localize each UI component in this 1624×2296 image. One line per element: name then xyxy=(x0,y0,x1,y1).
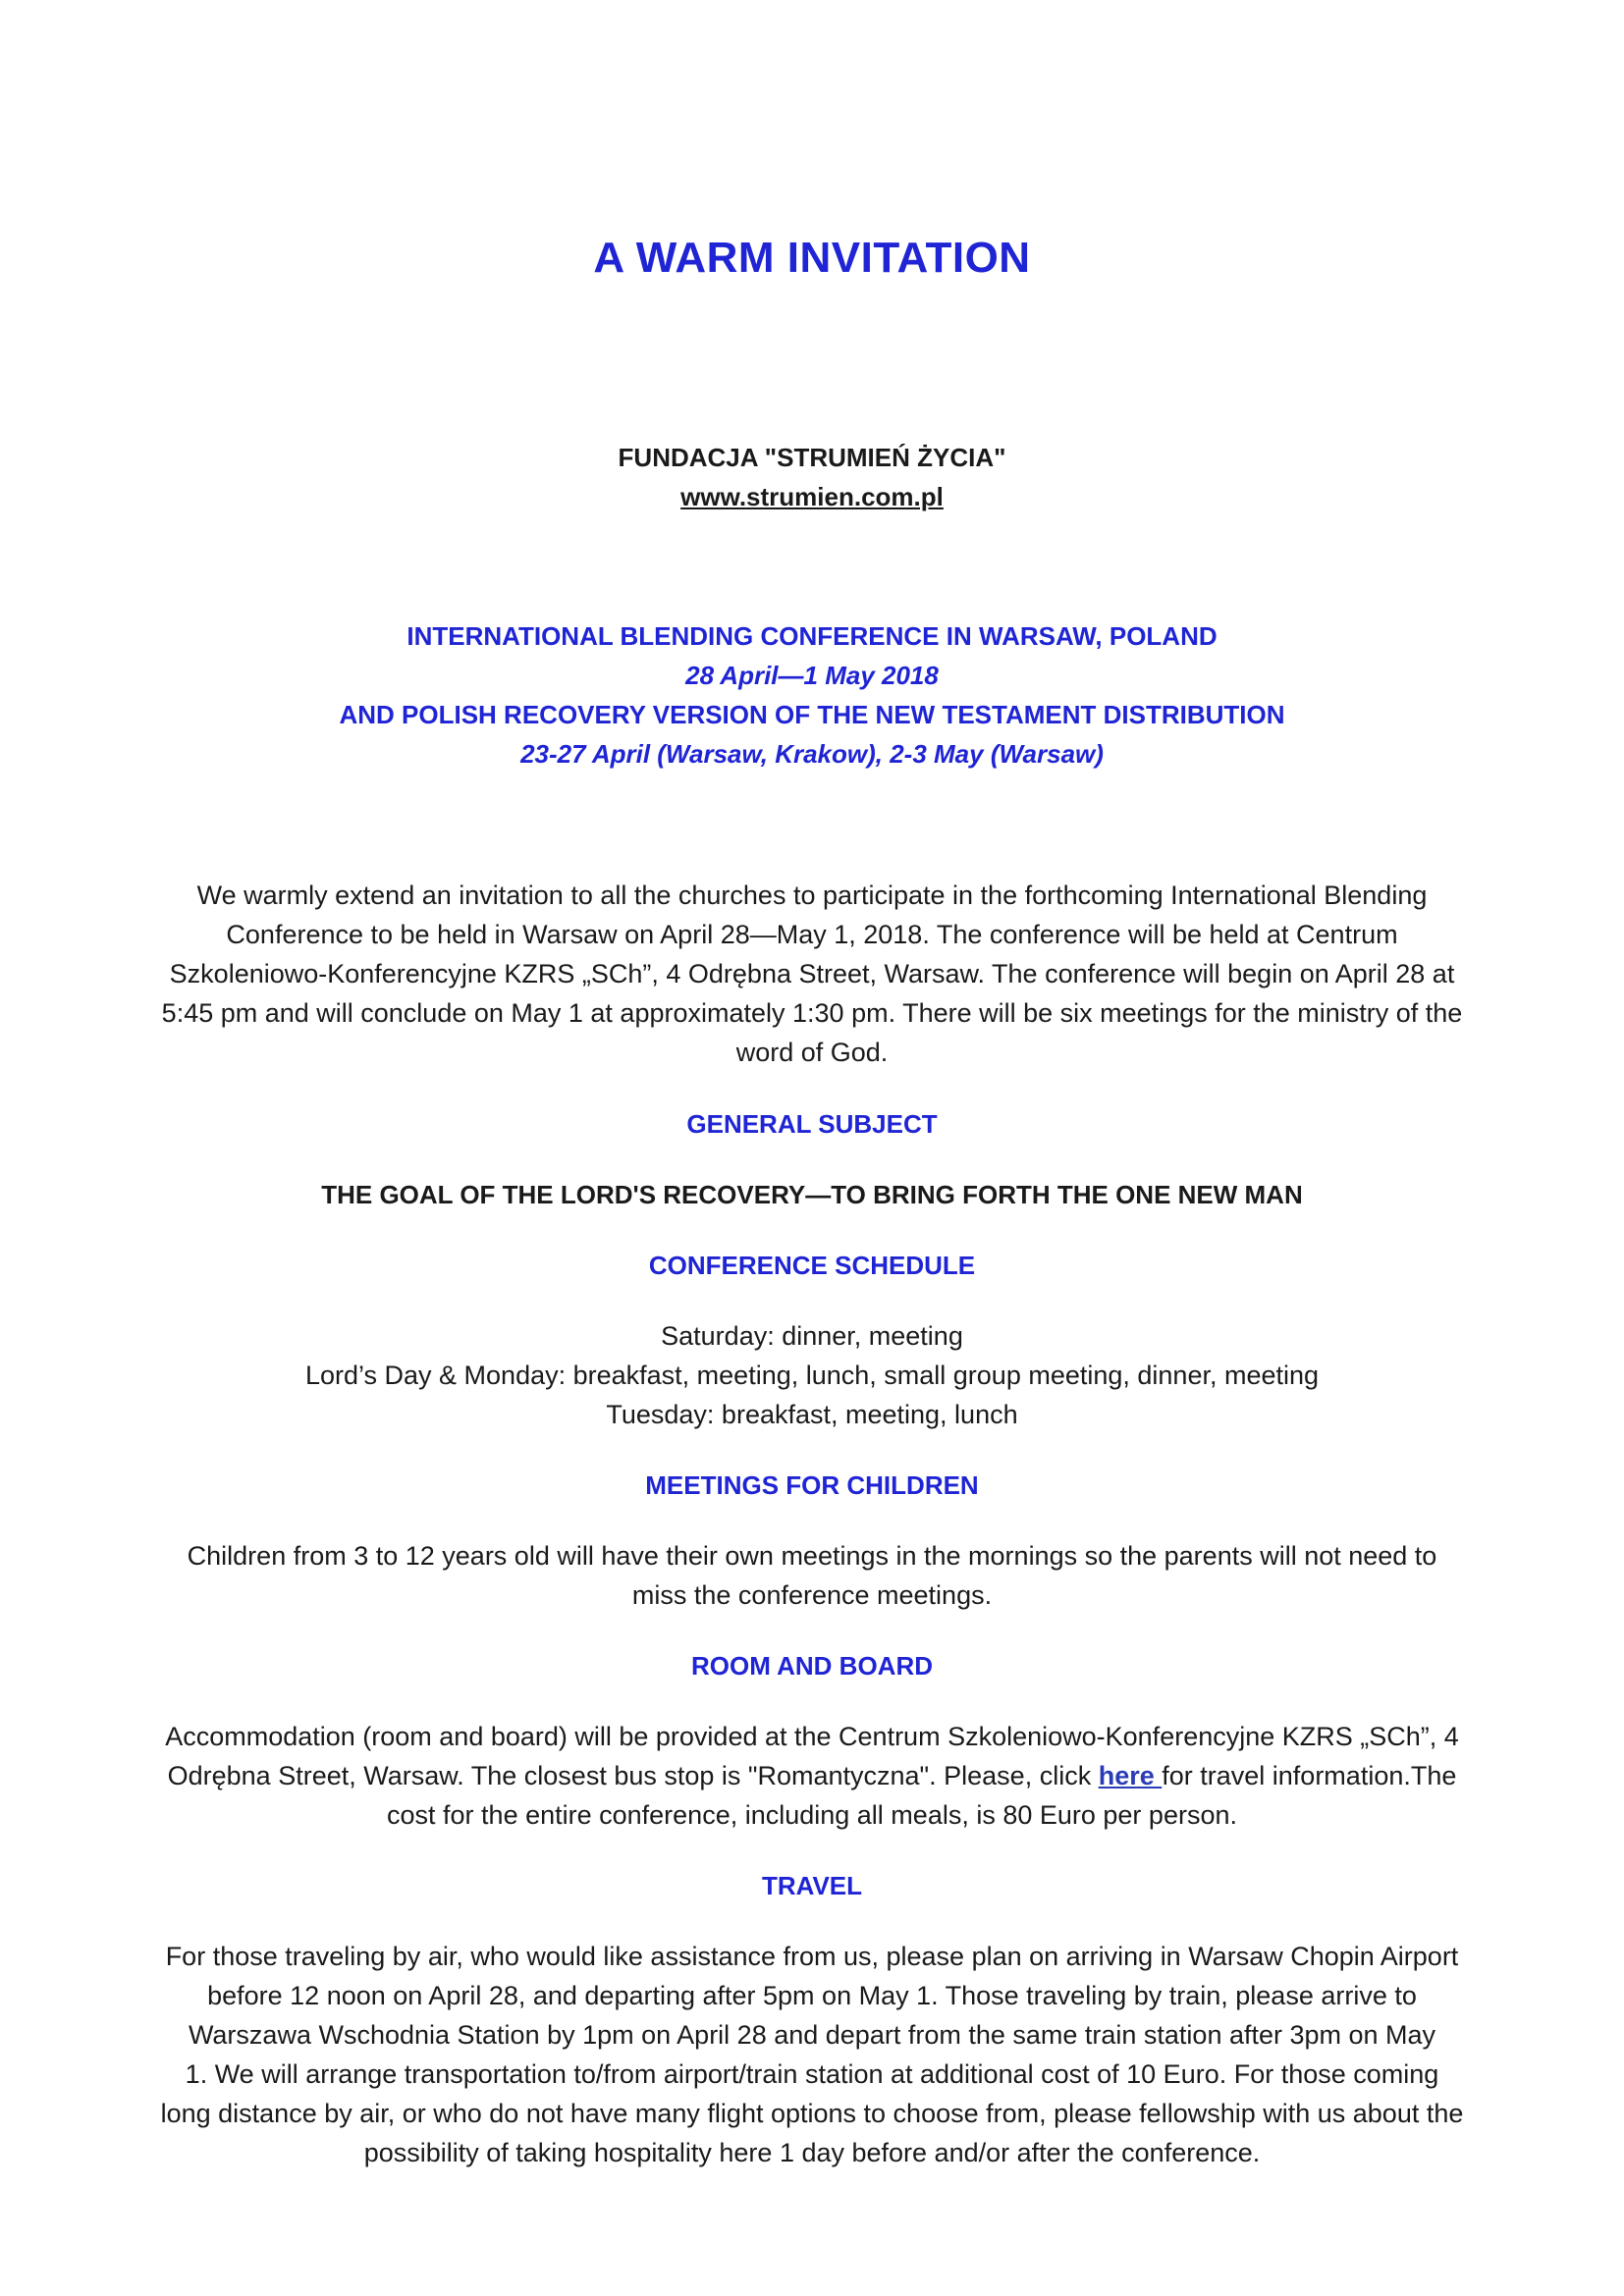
travel-line: possibility of taking hospitality here 1 day before and/or after the conference. xyxy=(363,2138,1261,2167)
intro-line: word of God. xyxy=(735,1038,889,1067)
schedule-list xyxy=(108,1316,1516,1434)
children-line: Children from 3 to 12 years old will have their own meetings in the mornings so the parents will not need to xyxy=(187,1541,1437,1571)
room-board-line: cost for the entire conference, including all meals, is 80 Euro per person. xyxy=(387,1800,1237,1830)
schedule-item: Lord’s Day & Monday: breakfast, meeting, lunch, small group meeting, dinner, meeting xyxy=(304,1361,1320,1390)
intro-line: Szkoleniowo-Konferencyjne KZRS „SCh”, 4 Odrębna Street, Warsaw. The conference will begin on April 28 at xyxy=(169,959,1455,988)
general-subject-heading: GENERAL SUBJECT xyxy=(686,1109,938,1139)
schedule-heading: CONFERENCE SCHEDULE xyxy=(648,1251,976,1280)
schedule-item: Tuesday: breakfast, meeting, lunch xyxy=(606,1400,1018,1429)
general-subject-text: THE GOAL OF THE LORD'S RECOVERY—TO BRING FORTH THE ONE NEW MAN xyxy=(321,1180,1303,1209)
organization-block xyxy=(108,438,1516,516)
conference-block xyxy=(108,616,1516,774)
organization-name: FUNDACJA "STRUMIEŃ ŻYCIA" xyxy=(618,443,1006,472)
travel-line: Warszawa Wschodnia Station by 1pm on April 28 and depart from the same train station after 3pm on May xyxy=(188,2020,1436,2050)
distribution-dates: 23-27 April (Warsaw, Krakow), 2-3 May (Warsaw) xyxy=(520,739,1104,769)
travel-line: before 12 noon on April 28, and departing after 5pm on May 1. Those traveling by train, please arrive to xyxy=(207,1981,1417,2010)
room-board-text: for travel information.The xyxy=(1162,1761,1457,1790)
intro-line: We warmly extend an invitation to all the churches to participate in the forthcoming International Blending xyxy=(196,881,1428,910)
travel-line: long distance by air, or who do not have many flight options to choose from, please fellowship with us about the xyxy=(160,2099,1464,2128)
page-title: A WARM INVITATION xyxy=(593,234,1031,282)
schedule-item: Saturday: dinner, meeting xyxy=(661,1321,963,1351)
room-board-paragraph xyxy=(108,1717,1516,1835)
travel-line: For those traveling by air, who would like assistance from us, please plan on arriving in Warsaw Chopin Airport xyxy=(165,1942,1459,1971)
children-line: miss the conference meetings. xyxy=(631,1580,993,1610)
children-paragraph xyxy=(108,1536,1516,1615)
children-heading: MEETINGS FOR CHILDREN xyxy=(645,1470,979,1500)
intro-line: Conference to be held in Warsaw on April 28—May 1, 2018. The conference will be held at Centrum xyxy=(226,920,1398,949)
distribution-title: AND POLISH RECOVERY VERSION OF THE NEW TESTAMENT DISTRIBUTION xyxy=(339,700,1285,729)
travel-heading: TRAVEL xyxy=(761,1871,863,1900)
intro-line: 5:45 pm and will conclude on May 1 at approximately 1:30 pm. There will be six meetings for the ministry of the xyxy=(161,998,1463,1028)
intro-paragraph xyxy=(108,876,1516,1072)
organization-website-link[interactable]: www.strumien.com.pl xyxy=(680,482,944,511)
travel-info-link[interactable]: here xyxy=(1098,1761,1163,1790)
travel-line: 1. We will arrange transportation to/from airport/train station at additional cost of 10 Euro. For those coming xyxy=(185,2059,1439,2089)
room-board-line: Accommodation (room and board) will be provided at the Centrum Szkoleniowo-Konferencyjne KZRS „SCh”, 4 xyxy=(165,1722,1459,1751)
room-board-heading: ROOM AND BOARD xyxy=(690,1651,934,1681)
travel-paragraph xyxy=(108,1937,1516,2172)
room-board-line xyxy=(108,1756,1516,1795)
room-board-text: Odrębna Street, Warsaw. The closest bus stop is "Romantyczna". Please, click xyxy=(167,1761,1099,1790)
conference-title: INTERNATIONAL BLENDING CONFERENCE IN WARSAW, POLAND xyxy=(406,621,1218,651)
conference-dates: 28 April—1 May 2018 xyxy=(685,661,939,690)
